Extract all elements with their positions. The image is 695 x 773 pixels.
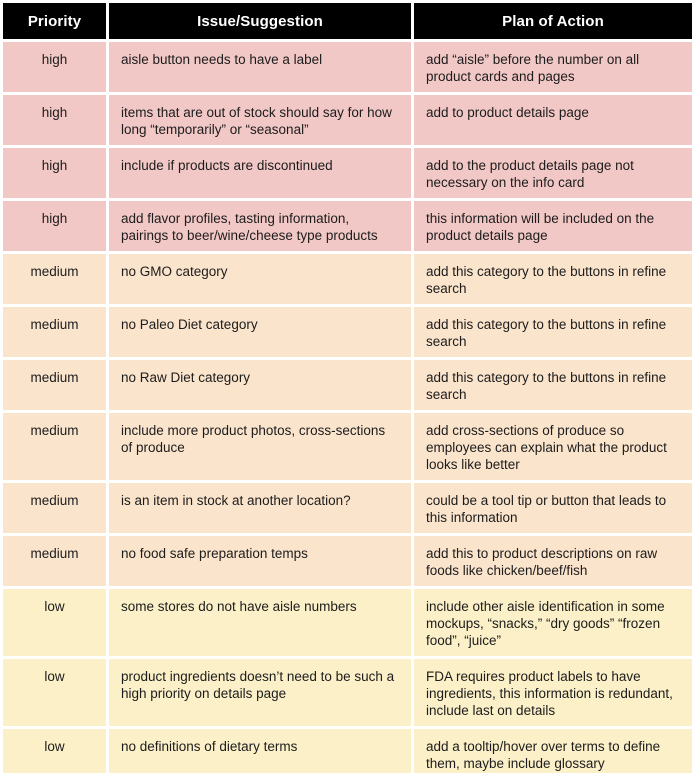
plan-cell: add “aisle” before the number on all product cards and pages (414, 42, 692, 92)
plan-cell: FDA requires product labels to have ingredients, this information is redundant, include last on details (414, 659, 692, 726)
plan-cell: add this to product descriptions on raw foods like chicken/beef/fish (414, 536, 692, 586)
priority-cell: low (3, 729, 106, 773)
plan-cell: add this category to the buttons in refine search (414, 307, 692, 357)
table-row (3, 148, 692, 198)
plan-cell: add cross-sections of produce so employees can explain what the product looks like better (414, 413, 692, 480)
issue-cell: include more product photos, cross-sections of produce (109, 413, 411, 480)
table-row (3, 589, 692, 656)
issue-cell: some stores do not have aisle numbers (109, 589, 411, 656)
plan-cell: include other aisle identification in some mockups, “snacks,” “dry goods” “frozen food”, “juice” (414, 589, 692, 656)
priority-cell: high (3, 42, 106, 92)
issue-cell: is an item in stock at another location? (109, 483, 411, 533)
issue-cell: product ingredients doesn’t need to be such a high priority on details page (109, 659, 411, 726)
plan-cell: add this category to the buttons in refine search (414, 360, 692, 410)
table-row (3, 201, 692, 251)
priority-cell: medium (3, 413, 106, 480)
plan-cell: add to the product details page not necessary on the info card (414, 148, 692, 198)
table-row (3, 95, 692, 145)
priority-cell: low (3, 659, 106, 726)
priority-cell: high (3, 148, 106, 198)
plan-cell: add to product details page (414, 95, 692, 145)
table-row (3, 659, 692, 726)
plan-cell: this information will be included on the product details page (414, 201, 692, 251)
table-row (3, 413, 692, 480)
priority-cell: medium (3, 483, 106, 533)
plan-cell: add this category to the buttons in refine search (414, 254, 692, 304)
table-header-row (3, 3, 692, 39)
issue-cell: no Raw Diet category (109, 360, 411, 410)
table-row (3, 536, 692, 586)
priority-cell: medium (3, 536, 106, 586)
priority-cell: high (3, 95, 106, 145)
table-row (3, 483, 692, 533)
priority-cell: medium (3, 360, 106, 410)
table-row (3, 42, 692, 92)
issue-cell: no food safe preparation temps (109, 536, 411, 586)
priority-cell: medium (3, 307, 106, 357)
issue-cell: items that are out of stock should say for how long “temporarily” or “seasonal” (109, 95, 411, 145)
priority-cell: high (3, 201, 106, 251)
issue-cell: no definitions of dietary terms (109, 729, 411, 773)
issue-suggestion-column-header: Issue/Suggestion (109, 3, 411, 39)
table-row (3, 307, 692, 357)
issue-cell: aisle button needs to have a label (109, 42, 411, 92)
plan-cell: add a tooltip/hover over terms to define them, maybe include glossary (414, 729, 692, 773)
table-row (3, 729, 692, 773)
plan-cell: could be a tool tip or button that leads to this information (414, 483, 692, 533)
issue-cell: include if products are discontinued (109, 148, 411, 198)
table-row (3, 360, 692, 410)
issue-cell: no GMO category (109, 254, 411, 304)
table-row (3, 254, 692, 304)
issue-cell: add flavor profiles, tasting information, pairings to beer/wine/cheese type products (109, 201, 411, 251)
priority-cell: low (3, 589, 106, 656)
priority-cell: medium (3, 254, 106, 304)
plan-of-action-column-header: Plan of Action (414, 3, 692, 39)
priority-column-header: Priority (3, 3, 106, 39)
issue-cell: no Paleo Diet category (109, 307, 411, 357)
